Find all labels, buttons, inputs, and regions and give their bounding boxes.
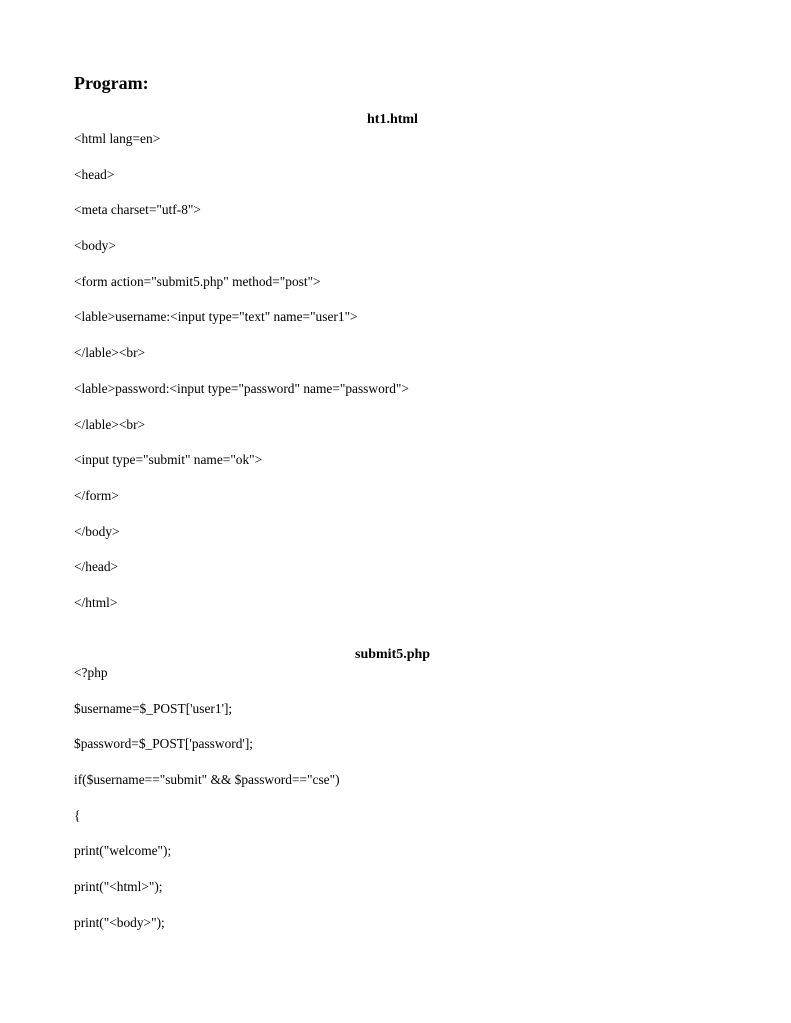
code-line: if($username=="submit" && $password=="cse") bbox=[74, 772, 340, 788]
code-line: </lable><br> bbox=[74, 345, 146, 361]
code-line: <html lang=en> bbox=[74, 131, 161, 146]
code-line: <lable>username:<input type="text" name="user1"> bbox=[74, 309, 358, 325]
code-line: $username=$_POST['user1']; bbox=[74, 700, 233, 716]
code-line: </body> bbox=[74, 523, 120, 539]
code-line: </head> bbox=[74, 559, 119, 575]
php-file-title: submit5.php bbox=[355, 647, 431, 662]
code-line: print("<html>"); bbox=[74, 879, 163, 895]
code-line: <input type="submit" name="ok"> bbox=[74, 452, 263, 468]
code-line: </lable><br> bbox=[74, 416, 146, 432]
code-line: print("welcome"); bbox=[74, 843, 172, 859]
code-line: print("<body>"); bbox=[74, 914, 165, 930]
php-code-block bbox=[74, 665, 340, 951]
code-line: <form action="submit5.php" method="post"> bbox=[74, 273, 321, 289]
code-line: <?php bbox=[74, 665, 108, 680]
html-file-title: ht1.html bbox=[367, 112, 418, 127]
code-line: { bbox=[74, 807, 81, 823]
code-line: $password=$_POST['password']; bbox=[74, 736, 254, 752]
code-line: </html> bbox=[74, 594, 118, 610]
code-line: <head> bbox=[74, 166, 115, 182]
code-line: <meta charset="utf-8"> bbox=[74, 202, 201, 218]
code-line: <lable>password:<input type="password" name="password"> bbox=[74, 380, 409, 396]
code-line: </form> bbox=[74, 487, 119, 503]
code-line: <body> bbox=[74, 238, 116, 254]
program-heading: Program: bbox=[74, 73, 149, 93]
html-code-block bbox=[74, 131, 409, 631]
